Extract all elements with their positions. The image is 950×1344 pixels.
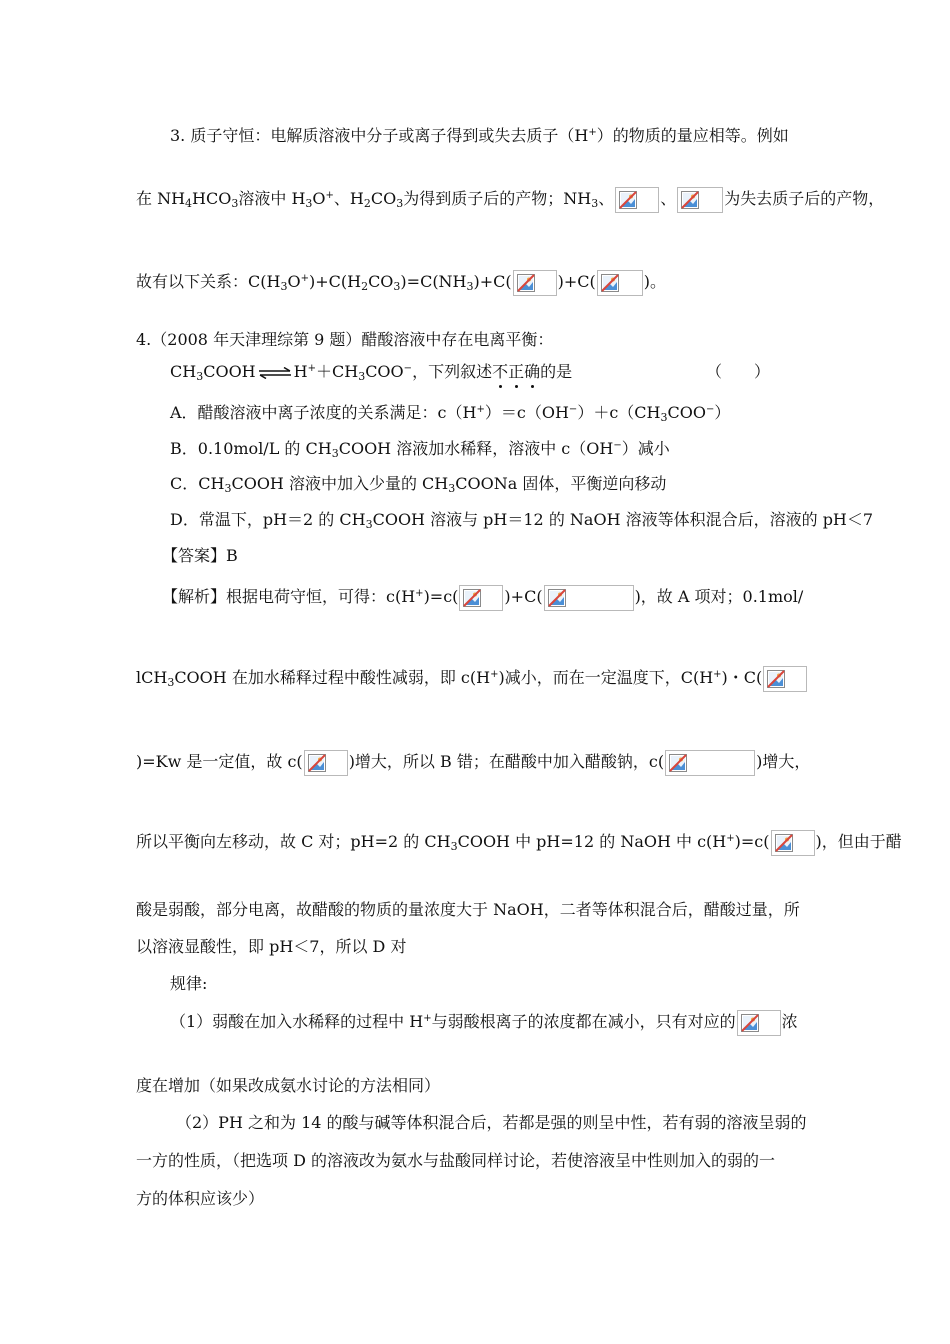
broken-image-icon bbox=[601, 274, 619, 292]
broken-image-placeholder bbox=[665, 750, 755, 776]
broken-image-icon bbox=[767, 670, 785, 688]
rule-title: 规律: bbox=[170, 974, 208, 993]
option-d: D．常温下，pH＝2 的 $CH_3COOH$ 溶液与 pH＝12 的 NaOH 溶液等体积混合后，溶液的 pH＜7 bbox=[170, 510, 874, 531]
rule-2-line-3: 方的体积应该少） bbox=[136, 1189, 265, 1208]
rule-1-line-2: 度在增加（如果改成氨水讨论的方法相同） bbox=[136, 1076, 441, 1095]
p3-line-1: 3. 质子守恒：电解质溶液中分子或离子得到或失去质子（H+）的物质的量应相等。例如 bbox=[170, 126, 789, 145]
p3-line-2: 在 $NH_4HCO_3$溶液中 $H_3O^+$、$H_2CO_3$为得到质子后的产物；$NH_3$、 、 为失去质子后的产物， bbox=[136, 187, 884, 213]
broken-image-icon bbox=[517, 274, 535, 292]
broken-image-placeholder bbox=[615, 187, 659, 213]
option-c: C．$CH_3COOH$ 溶液中加入少量的 $CH_3COONa$ 固体，平衡逆向移动 bbox=[170, 474, 667, 495]
broken-image-icon bbox=[775, 834, 793, 852]
broken-image-placeholder bbox=[597, 270, 643, 296]
broken-image-placeholder bbox=[763, 666, 807, 692]
analysis-line-2: lCH$_3$COOH 在加水稀释过程中酸性减弱，即 c(H+)减小，而在一定温度下，C(H+)・C( bbox=[136, 666, 808, 692]
option-a: A．醋酸溶液中离子浓度的关系满足：$c(H^+)=c(OH^-)+c(CH_3COO^-)$ bbox=[170, 403, 731, 424]
broken-image-icon bbox=[669, 754, 687, 772]
broken-image-placeholder bbox=[771, 830, 815, 856]
answer-paren: （ ） bbox=[706, 362, 771, 381]
q4-equation: $CH_3COOH$ $H^++CH_3COO^-$，下列叙述不正确的是 bbox=[170, 362, 573, 383]
rule-2-line-1: （2）PH 之和为 14 的酸与碱等体积混合后，若都是强的则呈中性，若有弱的溶液呈弱的 bbox=[176, 1113, 807, 1132]
analysis-line-6: 以溶液显酸性，即 pH＜7，所以 D 对 bbox=[136, 937, 407, 956]
answer-label: 【答案】B bbox=[162, 546, 238, 565]
broken-image-placeholder bbox=[737, 1010, 781, 1036]
broken-image-placeholder bbox=[544, 585, 634, 611]
broken-image-icon bbox=[463, 589, 481, 607]
rule-1-line-1: （1）弱酸在加入水稀释的过程中 H+与弱酸根离子的浓度都在减小，只有对应的 浓 bbox=[170, 1010, 798, 1036]
broken-image-icon bbox=[619, 191, 637, 209]
broken-image-placeholder bbox=[459, 585, 503, 611]
p3-line-3: 故有以下关系：$C(H_3O^+)+C(H_2CO_3)=C(NH_3)+C$( )+C( )。 bbox=[136, 270, 666, 296]
equilibrium-arrow-icon bbox=[258, 367, 292, 379]
broken-image-icon bbox=[681, 191, 699, 209]
q4-header: 4.（2008 年天津理综第 9 题）醋酸溶液中存在电离平衡： bbox=[136, 330, 554, 349]
rule-2-line-2: 一方的性质，（把选项 D 的溶液改为氨水与盐酸同样讨论，若使溶液呈中性则加入的弱的一 bbox=[136, 1151, 776, 1170]
broken-image-placeholder bbox=[513, 270, 557, 296]
broken-image-icon bbox=[548, 589, 566, 607]
broken-image-icon bbox=[308, 754, 326, 772]
analysis-line-1: 【解析】根据电荷守恒，可得：c(H+)=c( )+C( )，故 A 项对；0.1mol/ bbox=[162, 585, 803, 611]
analysis-line-3: )=Kw 是一定值，故 c( )增大，所以 B 错；在醋酸中加入醋酸钠，c( )增大， bbox=[136, 750, 810, 776]
broken-image-placeholder bbox=[677, 187, 723, 213]
analysis-line-5: 酸是弱酸，部分电离，故醋酸的物质的量浓度大于 NaOH，二者等体积混合后，醋酸过量，所 bbox=[136, 900, 800, 919]
broken-image-icon bbox=[741, 1014, 759, 1032]
analysis-line-4: 所以平衡向左移动，故 C 对；pH=2 的 $CH_3COOH$ 中 pH=12 的 NaOH 中 c(H+)=c( )，但由于醋 bbox=[136, 830, 902, 856]
option-b: B．0.10mol/L 的 $CH_3COOH$ 溶液加水稀释，溶液中 c（OH−）减小 bbox=[170, 439, 670, 460]
broken-image-placeholder bbox=[304, 750, 348, 776]
